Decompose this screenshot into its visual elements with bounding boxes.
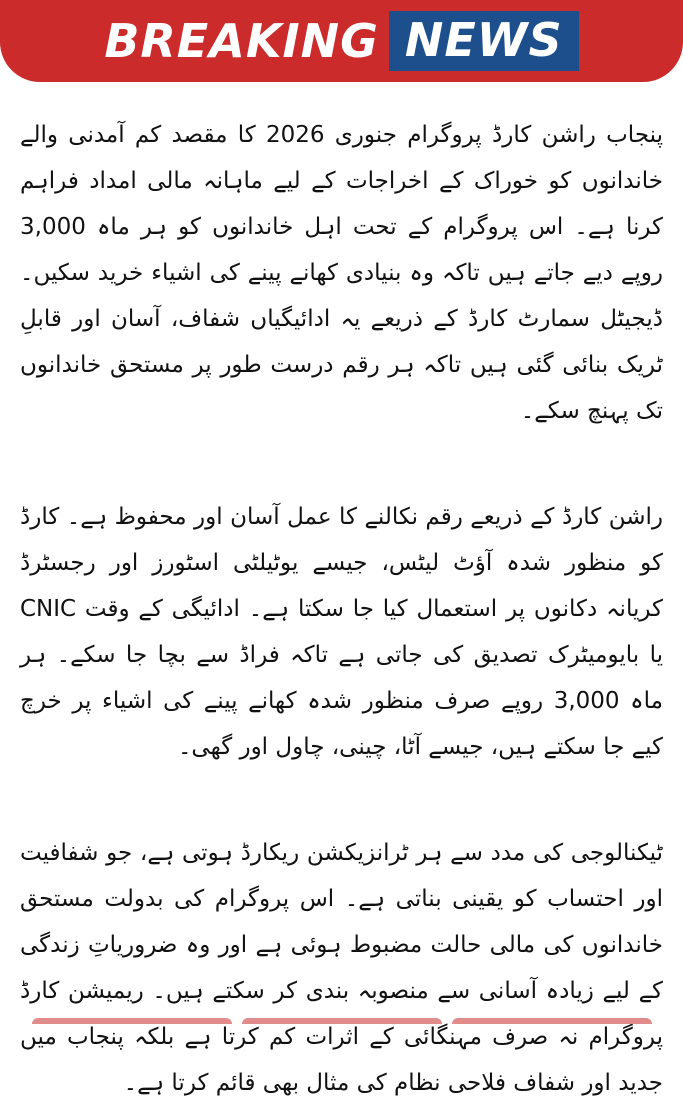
banner-word-news: NEWS <box>389 11 579 71</box>
breaking-news-banner <box>0 0 683 82</box>
banner-word-breaking: BREAKING <box>104 14 379 68</box>
article-paragraph-1: پنجاب راشن کارڈ پروگرام جنوری 2026 کا مقصد کم آمدنی والے خاندانوں کو خوراک کے اخراجات کے لیے ماہانہ مالی امداد فراہم کرنا ہے۔ اس پروگرام کے تحت اہل خاندانوں کو ہر ماہ 3,000 روپے دیے جاتے ہیں تاکہ وہ بنیادی کھانے پینے کی اشیاء خرید سکیں۔ ڈیجیٹل سمارٹ کارڈ کے ذریعے یہ ادائیگیاں شفاف، آسان اور قابلِ ٹریک بنائی گئی ہیں تاکہ ہر رقم درست طور پر مستحق خاندانوں تک پہنچ سکے۔ <box>20 122 664 424</box>
bottom-tab-left <box>32 1018 232 1024</box>
bottom-tab-middle <box>242 1018 442 1024</box>
banner-title <box>0 10 683 72</box>
article-body <box>20 112 663 1106</box>
article-paragraph-3: ٹیکنالوجی کی مدد سے ہر ٹرانزیکشن ریکارڈ ہوتی ہے، جو شفافیت اور احتساب کو یقینی بناتی ہے۔ اس پروگرام کی بدولت مستحق خاندانوں کی مالی حالت مضبوط ہوئی ہے اور وہ ضروریاتِ زندگی کے لیے زیادہ آسانی سے منصوبہ بندی کر سکتے ہیں۔ ریمیشن کارڈ پروگرام نہ صرف مہنگائی کے اثرات کم کرتا ہے بلکہ پنجاب میں جدید اور شفاف فلاحی نظام کی مثال بھی قائم کرتا ہے۔ <box>20 840 663 1096</box>
bottom-decoration <box>0 1018 683 1024</box>
article-paragraph-2: راشن کارڈ کے ذریعے رقم نکالنے کا عمل آسان اور محفوظ ہے۔ کارڈ کو منظور شدہ آؤٹ لیٹس، جیسے یوٹیلٹی اسٹورز اور رجسٹرڈ کریانہ دکانوں پر استعمال کیا جا سکتا ہے۔ ادائیگی کے وقت CNIC یا بایومیٹرک تصدیق کی جاتی ہے تاکہ فراڈ سے بچا جا سکے۔ ہر ماہ 3,000 روپے صرف منظور شدہ کھانے پینے کی اشیاء پر خرچ کیے جا سکتے ہیں، جیسے آٹا، چینی، چاول اور گھی۔ <box>20 504 663 760</box>
bottom-tab-right <box>452 1018 652 1024</box>
